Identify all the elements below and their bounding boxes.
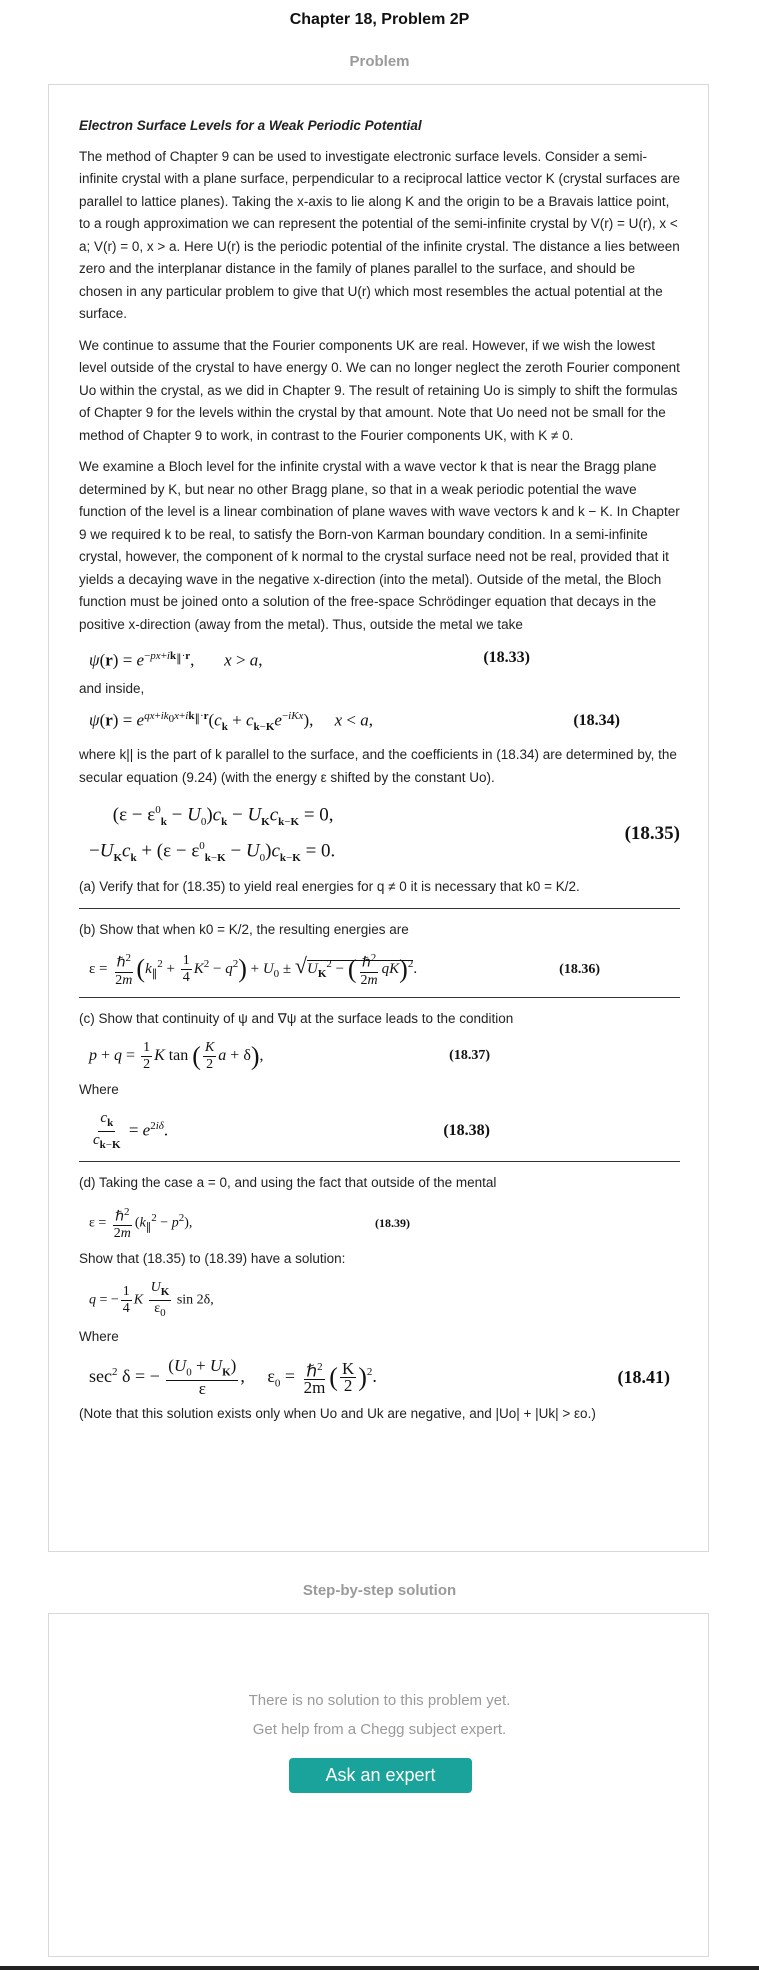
where-text-1: Where <box>79 1081 119 1097</box>
part-c-text: (c) Show that continuity of ψ and ∇ψ at the surface leads to the condition <box>79 1011 514 1027</box>
problem-content <box>79 115 680 1435</box>
problem-card <box>48 84 709 1552</box>
equation-18-41: $\sec^2 \delta$ = − $\frac{(U_0 + U_K)}{\varepsilon}$ , $\varepsilon_0$ = $\frac{\hbar^2}{2m}$ ( $\frac{K}{2}$ )$^2$. (18.41) <box>89 1355 670 1399</box>
no-solution-text: There is no solution to this problem yet. <box>248 1692 511 1709</box>
note-text: (Note that this solution exists only when Uo and Uk are negative, and |Uo| + |Uk| > εo.) <box>79 1406 596 1422</box>
where-k-paragraph: where k|| is the part of k parallel to the surface, and the coefficients in (18.34) are determined by, the secular equation (9.24) (with the energy ε shifted by the constant Uo). <box>79 747 677 785</box>
problem-paragraph-2: We continue to assume that the Fourier components UK are real. However, if we wish the lowest level outside of the crystal to have energy 0. We can no longer neglect the zeroth Fourier component Uo within the crystal, as we did in Chapter 9. The result of retaining Uo is simply to shift the formulas of Chapter 9 for the levels within the crystal by that amount. Note that Uo need not be small for the method of Chapter 9 to work, in contrast to the Fourier components UK, with K ≠ 0. <box>79 337 680 443</box>
part-b-text: (b) Show that when k0 = K/2, the resulting energies are <box>79 921 409 937</box>
equation-18-38: $\frac{c_k}{c_{k-K}}$ = $e^{2i\delta}$. (18.38) <box>93 1110 490 1152</box>
where-text-2: Where <box>79 1329 119 1345</box>
solution-card <box>48 1613 709 1957</box>
problem-section-label: Problem <box>349 53 410 70</box>
equation-number: (18.36) <box>559 961 600 977</box>
divider <box>79 908 680 909</box>
get-help-text: Get help from a Chegg subject expert. <box>252 1721 507 1738</box>
equation-number: (18.39) <box>375 1215 410 1230</box>
divider <box>79 997 680 998</box>
equation-number: (18.34) <box>573 712 620 730</box>
equation-18-37: p + q = $\frac{1}{2}$ K tan ( $\frac{K}{2}$ a + δ), (18.37) <box>89 1039 490 1072</box>
equation-18-33: $\psi(r) = e^{-px+ik_\parallel\cdot r}$, x > a, (18.33) <box>89 649 530 670</box>
equation-18-39: ε = $\frac{\hbar^2}{2m}$ $(k_\parallel^2 - p^2)$, (18.39) <box>89 1205 410 1242</box>
divider <box>79 1161 680 1162</box>
equation-18-36: ε = $\frac{\hbar^2}{2m}$ ($k_\parallel^2$ + $\frac{1}{4}$ $K^2 - q^2) + U_0 \pm √U_K^2$ − ( $\frac{\hbar^2}{2m}$ qK)$^2$. (18.36) <box>89 952 600 989</box>
equation-18-40: q = − $\frac{1}{4}$ K $\frac{U_K}{\varepsilon_0}$ sin 2δ, <box>89 1279 214 1319</box>
problem-paragraph-1: The method of Chapter 9 can be used to investigate electronic surface levels. Consider a semi-infinite crystal with a plane surface, perpendicular to a reciprocal lattice vector K (crystal surfaces are parallel to lattice planes). Taking the x-axis to lie along K and the origin to be a Bravais lattice point, to a rough approximation we can represent the potential of the semi-infinite crystal by V(r) = U(r), x < a; V(r) = 0, x > a. Here U(r) is the periodic potential of the infinite crystal. The distance a lies between zero and the interplanar distance in the family of planes parallel to the surface, and should be chosen in any particular problem to give that U(r) which most resembles the actual potential at the surface. <box>79 148 681 321</box>
problem-title: Electron Surface Levels for a Weak Periodic Potential <box>79 118 422 133</box>
problem-paragraph-3: We examine a Bloch level for the infinite crystal with a wave vector k that is near the Bragg plane determined by K, but near no other Bragg plane, so that in a weak periodic potential the wave function of the level is a linear combination of plane waves with wave vectors k and k − K. In Chapter 9 we required k to be real, to satisfy the Born-von Karman boundary condition. In a semi-infinite crystal, however, the component of k normal to the crystal surface need not be real, provided that it yields a decaying wave in the negative x-direction (into the metal). Outside of the metal, the Bloch function must be joined onto a solution of the free-space Schrödinger equation that decays in the positive x-direction (away from the metal). Thus, outside the metal we take <box>79 459 680 632</box>
part-d-text: (d) Taking the case a = 0, and using the fact that outside of the mental <box>79 1175 497 1191</box>
equation-18-35: $(\varepsilon - \varepsilon^0_k - U_0)c_k - U_Kc_{k-K} = 0$, $-U_Kc_k + (\varepsilon - \varepsilon^0_{k-K} - U_0)c_{k-K} = 0$. (18.35) <box>89 804 680 865</box>
bottom-border <box>0 1966 759 1970</box>
show-that-text: Show that (18.35) to (18.39) have a solution: <box>79 1251 346 1267</box>
equation-number: (18.37) <box>449 1047 490 1063</box>
equation-number: (18.35) <box>624 823 680 845</box>
equation-number: (18.33) <box>483 649 530 667</box>
and-inside-text: and inside, <box>79 681 145 697</box>
equation-number: (18.41) <box>617 1367 670 1388</box>
equation-18-34: $\psi(r) = e^{qx+ik_0x+ik_\parallel\cdot r}(c_k + c_{k-K}e^{-iKx})$, x < a, (18.34) <box>89 709 620 733</box>
page-title: Chapter 18, Problem 2P <box>289 11 470 28</box>
ask-expert-button[interactable]: Ask an expert <box>289 1758 472 1793</box>
part-a-text: (a) Verify that for (18.35) to yield real energies for q ≠ 0 it is necessary that k0 = K/2. <box>79 879 580 895</box>
equation-number: (18.38) <box>443 1122 490 1140</box>
solution-section-label: Step-by-step solution <box>302 1582 457 1599</box>
